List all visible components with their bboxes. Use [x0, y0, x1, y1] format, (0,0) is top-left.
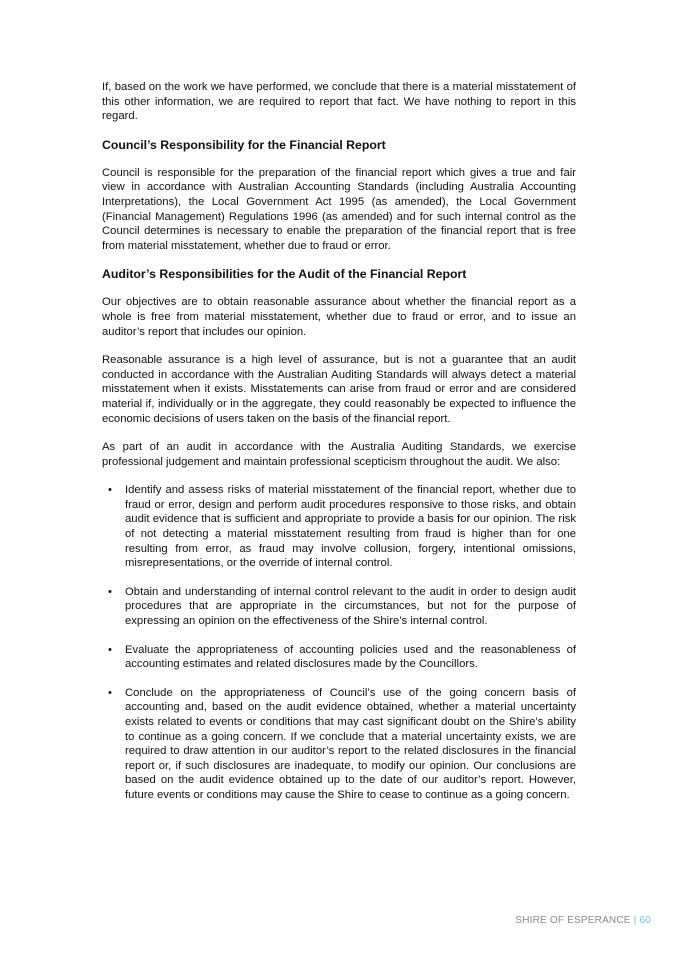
- list-item-text: Evaluate the appropriateness of accounting policies used and the reasonableness of accounting estimates and related disclosures made by the Councillors.: [125, 643, 576, 671]
- footer-organisation: SHIRE OF ESPERANCE: [515, 915, 631, 926]
- intro-paragraph: If, based on the work we have performed, we conclude that there is a material misstatement of this other information, we are required to report that fact. We have nothing to report in this regard.: [102, 81, 576, 123]
- section-heading-council-responsibility: Council’s Responsibility for the Financial Report: [102, 137, 386, 152]
- reasonable-assurance-paragraph: Reasonable assurance is a high level of assurance, but is not a guarantee that an audit conducted in accordance with the Australian Auditing Standards will always detect a material misstatement when it exists. Misstatements can arise from fraud or error and are considered material if, individually or in the aggregate, they could reasonably be expected to influence the economic decisions of users taken on the basis of the financial report.: [102, 354, 576, 425]
- bullet-icon: •: [108, 686, 112, 699]
- list-item: [102, 585, 576, 629]
- document-body: [102, 80, 576, 817]
- council-responsibility-paragraph: Council is responsible for the preparation of the financial report which gives a true and fair view in accordance with Australian Accounting Standards (including Australia Accounting Interpretations), the Local Government Act 1995 (as amended), the Local Government (Financial Management) Regulations 1996 (as amended) and for such internal control as the Council determines is necessary to enable the preparation of the financial report that is free from material misstatement, whether due to fraud or error.: [102, 166, 576, 252]
- list-item-text: Conclude on the appropriateness of Council’s use of the going concern basis of accounting and, based on the audit evidence obtained, whether a material uncertainty exists related to events or conditions that may cast significant doubt on the Shire’s ability to continue as a going concern. If we conclude that a material uncertainty exists, we are required to draw attention in our auditor’s report to the related disclosures in the financial report or, if such disclosures are inadequate, to modify our opinion. Our conclusions are based on the audit evidence obtained up to the date of our auditor’s report. However, future events or conditions may cause the Shire to cease to continue as a going concern.: [125, 686, 576, 801]
- list-item: [102, 483, 576, 571]
- footer-separator: |: [633, 915, 637, 926]
- section-council-responsibility: [102, 138, 576, 254]
- audit-procedures-list: [102, 483, 576, 802]
- page-number: 60: [639, 915, 651, 926]
- bullet-icon: •: [108, 585, 112, 598]
- page-footer: [515, 915, 651, 926]
- bullet-icon: •: [108, 643, 112, 656]
- list-item: [102, 643, 576, 672]
- list-item: [102, 686, 576, 803]
- bullet-icon: •: [108, 484, 112, 497]
- section-heading-auditor-responsibilities: Auditor’s Responsibilities for the Audit of the Financial Report: [102, 267, 467, 282]
- section-auditor-responsibilities: [102, 267, 576, 802]
- auditor-objectives-paragraph: Our objectives are to obtain reasonable assurance about whether the financial report as a whole is free from material misstatement, whether due to fraud or error, and to issue an auditor’s report that includes our opinion.: [102, 296, 576, 338]
- list-item-text: Identify and assess risks of material misstatement of the financial report, whether due to fraud or error, design and perform audit procedures responsive to those risks, and obtain audit evidence that is sufficient and appropriate to provide a basis for our opinion. The risk of not detecting a material misstatement resulting from fraud is higher than for one resulting from error, as fraud may involve collusion, forgery, intentional omissions, misrepresentations, or the override of internal control.: [125, 484, 576, 570]
- list-item-text: Obtain and understanding of internal control relevant to the audit in order to design audit procedures that are appropriate in the circumstances, but not for the purpose of expressing an opinion on the effectiveness of the Shire’s internal control.: [125, 585, 576, 628]
- audit-procedures-intro-paragraph: As part of an audit in accordance with the Australia Auditing Standards, we exercise professional judgement and maintain professional scepticism throughout the audit. We also:: [102, 441, 576, 468]
